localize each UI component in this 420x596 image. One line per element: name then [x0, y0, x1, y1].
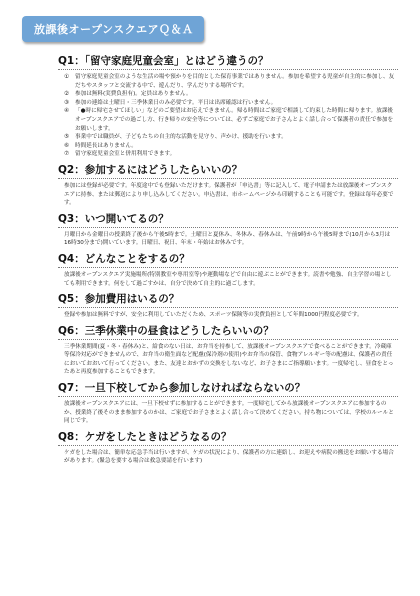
- page-title-banner: [22, 16, 204, 42]
- question-5: Q5：参加費用はいるの？: [58, 292, 398, 308]
- question-3: Q3：いつ開いてるの？: [58, 212, 398, 228]
- qa-item-3: [58, 212, 398, 248]
- answer-4: 放課後オープンスクエア実施場所(特別教室や専用室等)や運動場などで自由に遊ぶことができます。読書や勉強、自主学習の場としても利用できます。何をして過ごすかは、自分で決めて自主的に過ごします。: [64, 271, 392, 287]
- answer-3: 月曜日から金曜日の授業終了後から午後5時まで。土曜日と夏休み、冬休み、春休みは、午前9時から午後5時まで(10月から3月は16時30分まで)開いています。日曜日、祝日、年末・年始はお休みです。: [64, 231, 391, 247]
- list-item: ③ 参加の連絡は土曜日・三季休業日のみ必要です。平日は出席確認は行いません。: [64, 99, 277, 106]
- answer-1: [58, 70, 398, 159]
- question-7: Q7：一旦下校してから参加しなければならないの？: [58, 381, 398, 397]
- qa-list: [58, 54, 398, 466]
- list-item: ② 参加は無料(実費負担有)。定員はありません。: [64, 91, 192, 98]
- question-1: Q1：「留守家庭児童会室」とはどう違うの？: [58, 54, 398, 70]
- question-4: Q4：どんなことをするの？: [58, 252, 398, 268]
- answer-5: 登録や参加は無料ですが、安全に利用していただくため、スポーツ保険等の実費負担として年間1000円程度必要です。: [64, 312, 363, 319]
- answer-8: ケガをした場合は、簡単な応急手当は行いますが、ケガの状況により、保護者の方に連絡し、お迎えや病院の搬送をお願いする場合があります。(緊急を要する場合は救急要請を行います): [64, 449, 394, 465]
- answer-6: 三季休業期間(夏・冬・春休み)と、給食のない日は、お弁当を持参して、放課後オープンスクエアで食べることができます。冷蔵庫等保冷対応ができませんので、お弁当の衛生面など配慮(保冷剤の使用)やお弁当の保管、食物アレルギー等の配慮は、保護者の責任においておおいて行ってください。また、友達とおかずの交換をしないなど、お子さまにご指導願います。一度帰宅し、昼食をとったあと再度参加することもできます。: [64, 343, 394, 376]
- page-title: 放課後オープンスクエアＱ＆Ａ: [34, 23, 194, 36]
- list-item: ⑦ 留守家庭児童会室と併用利用できます。: [64, 151, 176, 158]
- list-item: ① 留守家庭児童会室のような生活の場や預かりを目的とした保育事業ではありません。参加を希望する児童が自主的に参加し、友だちやスタッフと交流する中で、遊んだり、学んだりする場所です。: [64, 74, 395, 89]
- answer-1-list: [64, 73, 396, 159]
- qa-item-5: [58, 292, 398, 320]
- qa-item-4: [58, 252, 398, 288]
- qa-item-7: [58, 381, 398, 426]
- list-item: ⑤ 事業中では職員が、子どもたちの自主的な活動を見守り、声かけ、援助を行います。: [64, 134, 287, 141]
- qa-item-6: [58, 324, 398, 377]
- qa-item-8: [58, 430, 398, 466]
- list-item: ⑥ 時間延長はありません。: [64, 142, 137, 149]
- question-6: Q6：三季休業中の昼食はどうしたらいいの？: [58, 324, 398, 340]
- answer-2: 参加には登録が必要です。年度途中でも登録いただけます。保護者が「申込書」等に記入して、電子申請または放課後オープンスクエアに持参、または郵送により申し込みしてください。申込書は、市ホームページから印刷することも可能です。登録は毎年必要です。: [64, 182, 394, 207]
- question-2: Q2：参加するにはどうしたらいいの？: [58, 163, 398, 179]
- list-item: ④ 「●時に帰宅させてほしい」などのご要望はお応えできません。帰る時間はご家庭で相談して約束した時間に帰ります。放課後オープンスクエアでの過ごし方、行き帰りの安全等については、必ずご家庭でお子さんとよく話し合って保護者の責任で参加をお願いします。: [64, 108, 394, 132]
- qa-item-1: [58, 54, 398, 159]
- answer-7: 放課後オープンスクエアには、一旦下校せずに参加することができます。一度帰宅してから放課後オープンスクエアに参加するのか、授業終了後そのまま参加するのかは、ご家庭でお子さまとよく話し合って決めてください。持ち物については、学校のルールと同じです。: [64, 401, 394, 425]
- question-8: Q8：ケガをしたときはどうなるの？: [58, 430, 398, 446]
- qa-item-2: [58, 163, 398, 208]
